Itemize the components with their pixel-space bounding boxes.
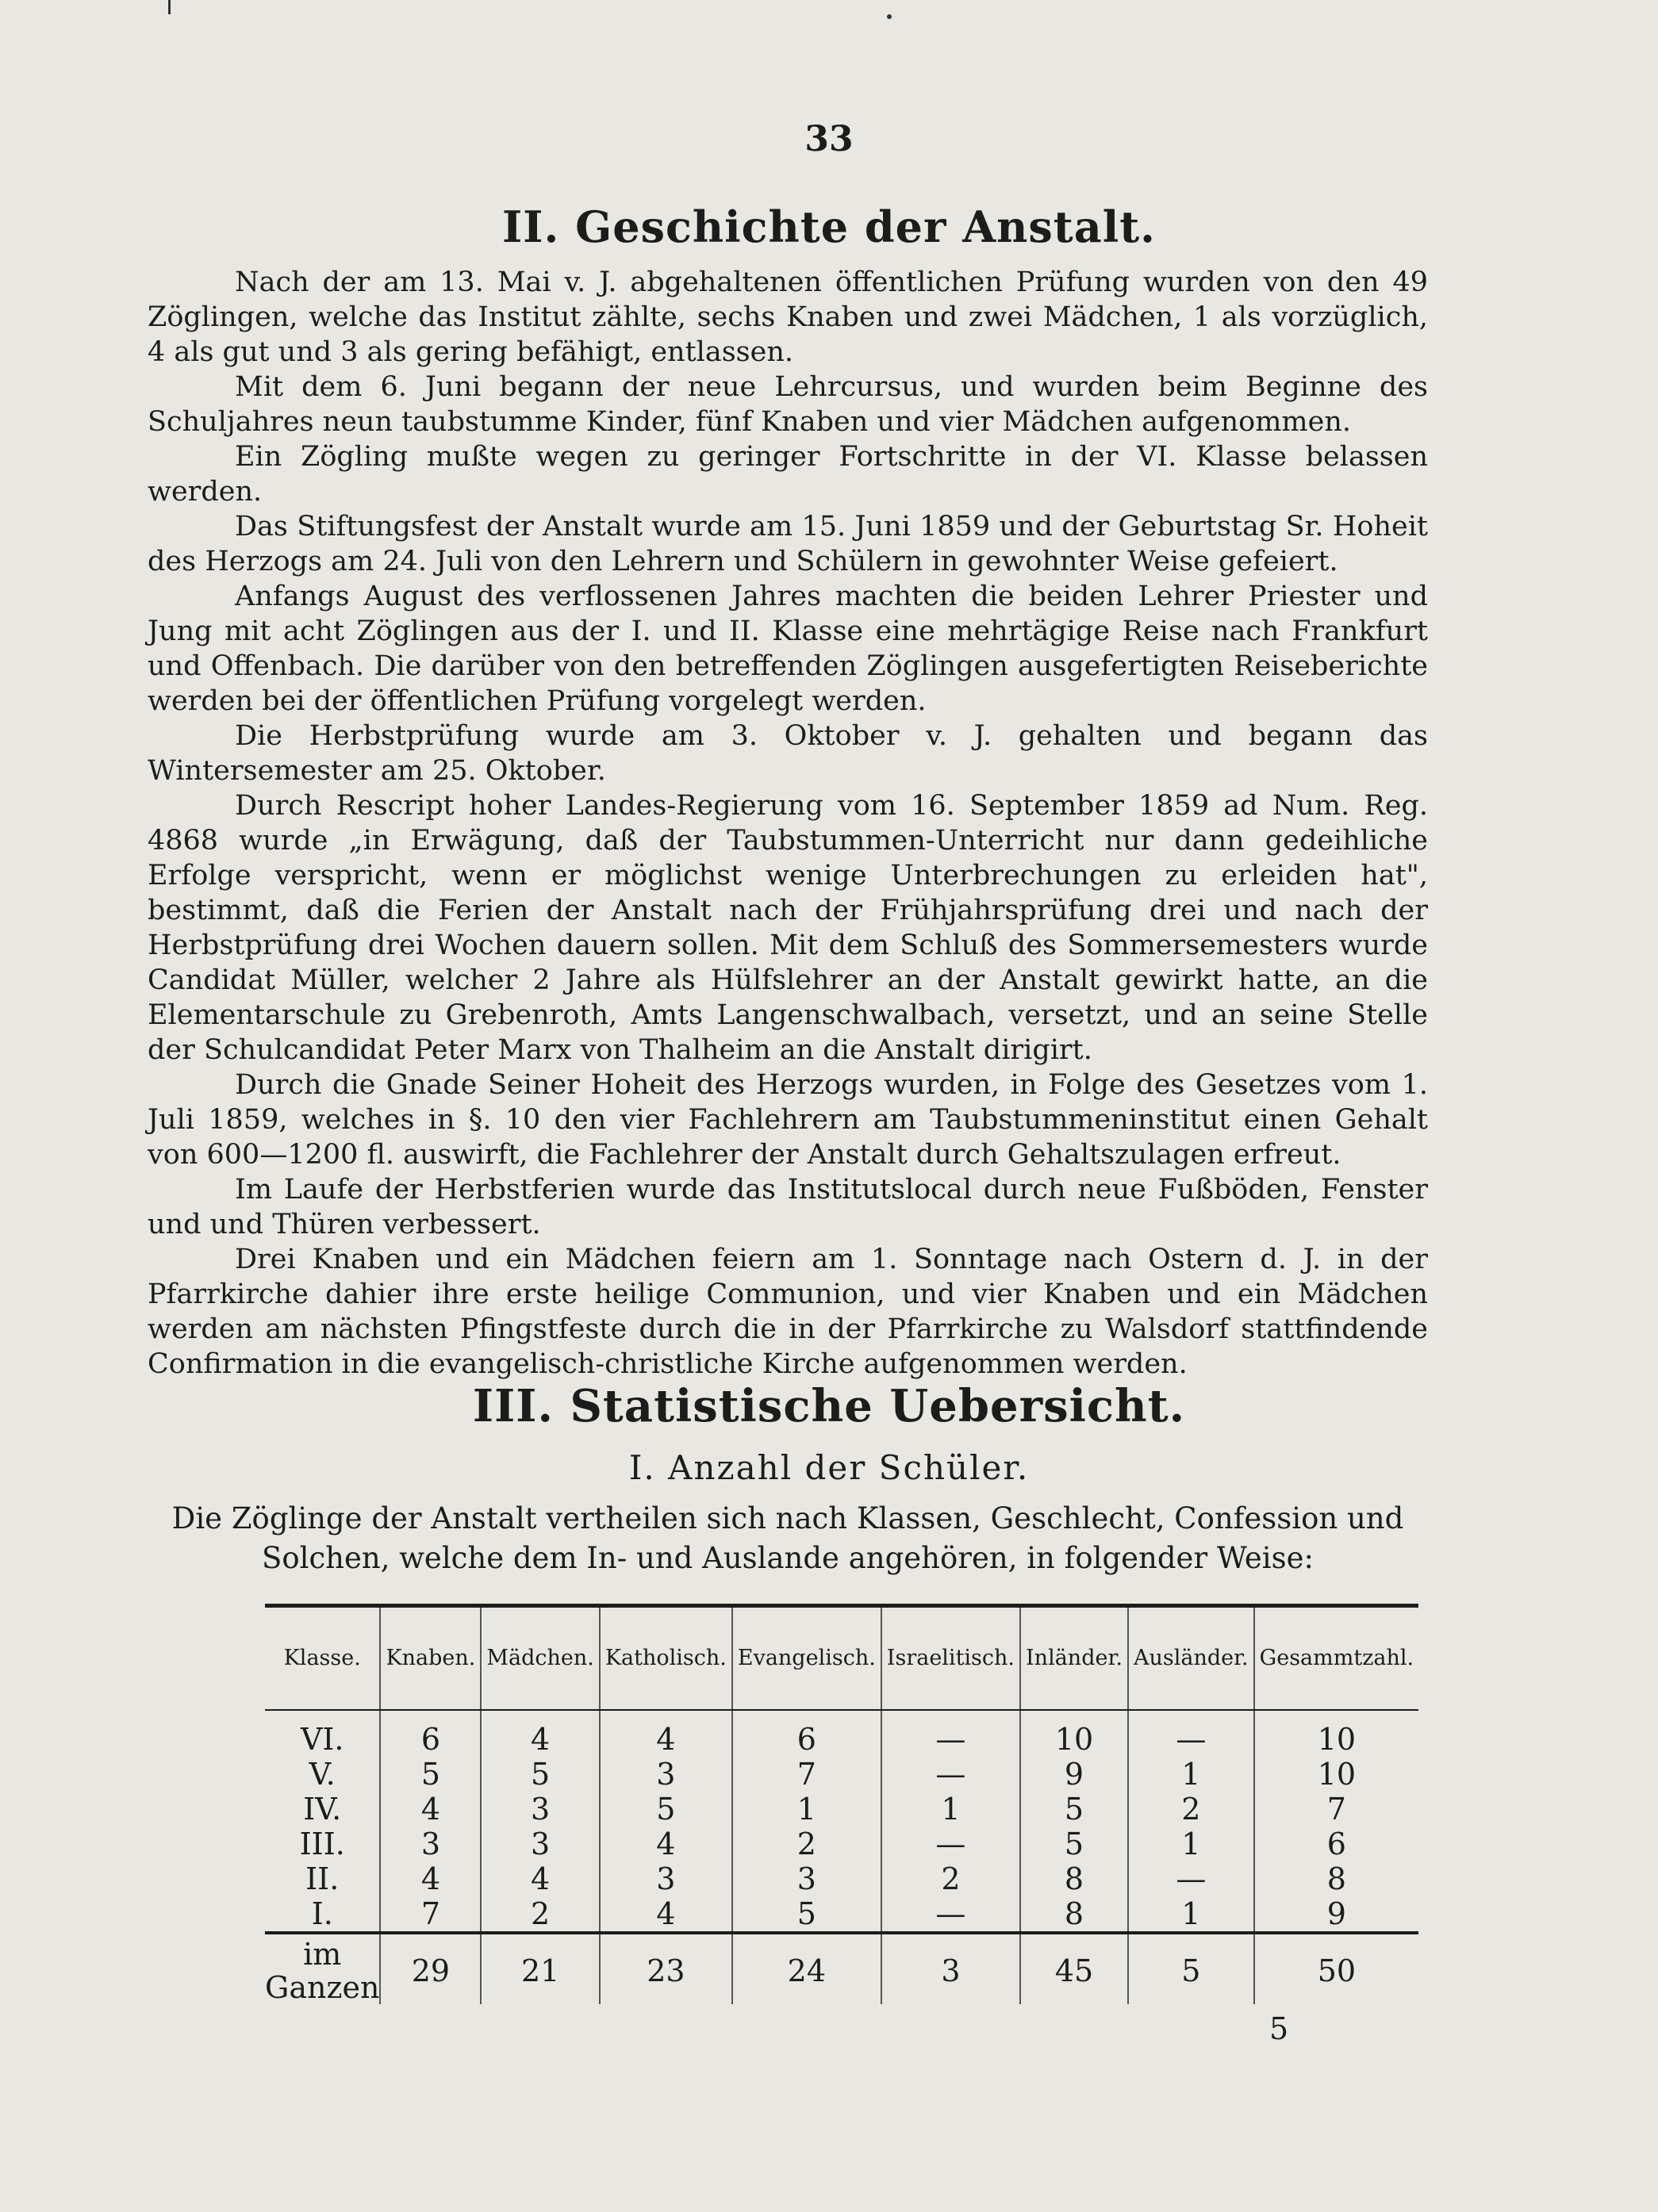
table-cell: 6 [380, 1710, 481, 1757]
column-header: Klasse. [265, 1606, 380, 1711]
column-header: Gesammtzahl. [1254, 1606, 1418, 1711]
column-header: Mädchen. [481, 1606, 600, 1711]
table-cell: 4 [600, 1896, 732, 1933]
section-title-history: II. Geschichte der Anstalt. [501, 201, 1156, 252]
table-cell: 10 [1020, 1710, 1128, 1757]
table-cell: 5 [732, 1896, 881, 1933]
table-cell: 4 [600, 1710, 732, 1757]
table-cell: 3 [380, 1827, 481, 1861]
table-cell: 4 [380, 1861, 481, 1896]
table-cell: 2 [481, 1896, 600, 1933]
table-cell: 21 [481, 1933, 600, 2004]
table-cell: III. [265, 1827, 380, 1861]
table-row [265, 1710, 1418, 1757]
table-row [265, 1896, 1418, 1933]
table-row [265, 1792, 1418, 1827]
table-cell: 1 [1128, 1827, 1254, 1861]
paragraph: Ein Zögling mußte wegen zu geringer Fortschritte in der VI. Klasse belassen werden. [148, 441, 1428, 508]
column-header: Evangelisch. [732, 1606, 881, 1711]
table-cell: 5 [1128, 1933, 1254, 2004]
table-cell: 2 [732, 1827, 881, 1861]
table-cell: 8 [1326, 1861, 1346, 1896]
table-cell: 7 [1326, 1792, 1346, 1827]
table-cell: — [881, 1896, 1020, 1933]
signature-mark: 5 [1269, 2011, 1289, 2046]
scan-mark [168, 0, 171, 14]
paragraph: Das Stiftungsfest der Anstalt wurde am 15. Juni 1859 und der Geburtstag Sr. Hoheit des Herzogs am 24. Juli von den Lehrern und Schülern in gewohnter Weise gefeiert. [148, 511, 1428, 577]
table-cell: 24 [732, 1933, 881, 2004]
table-intro: Die Zöglinge der Anstalt vertheilen sich nach Klassen, Geschlecht, Confession und Solchen, welche dem In- und Auslande angehören, in folgender Weise: [171, 1501, 1404, 1575]
history-text [148, 265, 1428, 1382]
column-header: Ausländer. [1128, 1606, 1254, 1711]
table-cell: 4 [380, 1792, 481, 1827]
table-cell: 5 [481, 1757, 600, 1792]
table-cell: 5 [380, 1757, 481, 1792]
table-cell: 10 [1317, 1757, 1357, 1792]
table-cell: im Ganzen [265, 1933, 380, 2004]
table-cell: VI. [265, 1710, 380, 1757]
table-cell: 8 [1020, 1861, 1128, 1896]
table-cell: 7 [380, 1896, 481, 1933]
table-cell: 5 [1020, 1827, 1128, 1861]
paragraph: Anfangs August des verflossenen Jahres machten die beiden Lehrer Priester und Jung mit acht Zöglingen aus der I. und II. Klasse eine mehrtägige Reise nach Frankfurt und Offenbach. Die darüber von den betreffenden Zöglingen ausgefertigten Reiseberichte werden bei der öffentlichen Prüfung vorgelegt werden. [148, 581, 1428, 717]
table-cell: — [1128, 1710, 1254, 1757]
paragraph: Drei Knaben und ein Mädchen feiern am 1. Sonntage nach Ostern d. J. in der Pfarrkirche dahier ihre erste heilige Communion, und vier Knaben und ein Mädchen werden am nächsten Pfingstfeste durch die in der Pfarrkirche zu Walsdorf stattfindende Confirmation in die evangelisch-christliche Kirche aufgenommen werden. [148, 1244, 1428, 1380]
paragraph: Nach der am 13. Mai v. J. abgehaltenen öffentlichen Prüfung wurden von den 49 Zöglingen, welche das Institut zählte, sechs Knaben und zwei Mädchen, 1 als vorzüglich, 4 als gut und 3 als gering befähigt, entlassen. [148, 266, 1428, 368]
table-cell: 3 [600, 1757, 732, 1792]
table-cell: — [881, 1710, 1020, 1757]
table-cell: I. [265, 1896, 380, 1933]
table-cell: 1 [732, 1792, 881, 1827]
table-cell: 45 [1020, 1933, 1128, 2004]
paragraph: Die Herbstprüfung wurde am 3. Oktober v. J. gehalten und begann das Wintersemester am 25. Oktober. [148, 720, 1428, 787]
table-cell: 5 [600, 1792, 732, 1827]
table-cell: 3 [481, 1792, 600, 1827]
table-cell: 4 [600, 1827, 732, 1861]
table-cell: 3 [481, 1827, 600, 1861]
column-header: Katholisch. [600, 1606, 732, 1711]
column-header: Inländer. [1020, 1606, 1128, 1711]
paragraph: Mit dem 6. Juni begann der neue Lehrcursus, und wurden beim Beginne des Schuljahres neun taubstumme Kinder, fünf Knaben und vier Mädchen aufgenommen. [148, 371, 1428, 438]
table-cell: 3 [732, 1861, 881, 1896]
table-cell: — [881, 1757, 1020, 1792]
section-title-statistics: III. Statistische Uebersicht. [472, 1380, 1186, 1432]
table-cell: 4 [481, 1861, 600, 1896]
table-cell: 3 [600, 1861, 732, 1896]
page-number: 33 [804, 119, 854, 159]
table-cell: 7 [732, 1757, 881, 1792]
student-statistics-table [265, 1604, 1418, 2004]
table-header-row [265, 1606, 1418, 1711]
table-cell: II. [265, 1861, 380, 1896]
table-cell: — [881, 1827, 1020, 1861]
scan-mark [887, 14, 892, 19]
table-cell: — [1128, 1861, 1254, 1896]
paragraph: Durch die Gnade Seiner Hoheit des Herzogs wurden, in Folge des Gesetzes vom 1. Juli 1859, welches in §. 10 den vier Fachlehrern am Taubstummeninstitut einen Gehalt von 600—1200 fl. auswirft, die Fachlehrer der Anstalt durch Gehaltszulagen erfreut. [148, 1069, 1428, 1171]
table-cell: 2 [881, 1861, 1020, 1896]
table-cell: 6 [732, 1710, 881, 1757]
table-cell: 23 [600, 1933, 732, 2004]
table-row [265, 1827, 1418, 1861]
table-cell: 8 [1020, 1896, 1128, 1933]
table-cell: 29 [380, 1933, 481, 2004]
table-cell: 4 [481, 1710, 600, 1757]
column-header: Knaben. [380, 1606, 481, 1711]
table-row [265, 1861, 1418, 1896]
table-cell: 1 [1128, 1757, 1254, 1792]
table-total-row [265, 1933, 1418, 2004]
table-cell: V. [265, 1757, 380, 1792]
column-header: Israelitisch. [881, 1606, 1020, 1711]
table-cell: 50 [1254, 1933, 1418, 2004]
table-cell: 6 [1326, 1827, 1346, 1861]
table-cell: 10 [1317, 1722, 1357, 1757]
table-cell: 5 [1020, 1792, 1128, 1827]
table-cell: 9 [1020, 1757, 1128, 1792]
paragraph: Im Laufe der Herbstferien wurde das Institutslocal durch neue Fußböden, Fenster und und Thüren verbessert. [148, 1174, 1428, 1240]
table-cell: 3 [881, 1933, 1020, 2004]
subsection-title: I. Anzahl der Schüler. [628, 1448, 1030, 1487]
table-cell: 1 [1128, 1896, 1254, 1933]
table-cell: 1 [881, 1792, 1020, 1827]
table-cell: 9 [1326, 1896, 1346, 1931]
paragraph: Durch Rescript hoher Landes-Regierung vom 16. September 1859 ad Num. Reg. 4868 wurde „in Erwägung, daß der Taubstummen-Unterricht nur dann gedeihliche Erfolge verspricht, wenn er möglichst wenige Unterbrechungen zu erleiden hat", bestimmt, daß die Ferien der Anstalt nach der Frühjahrsprüfung drei und nach der Herbstprüfung drei Wochen dauern sollen. Mit dem Schluß des Sommersemesters wurde Candidat Müller, welcher 2 Jahre als Hülfslehrer an der Anstalt gewirkt hatte, an die Elementarschule zu Grebenroth, Amts Langenschwalbach, versetzt, und an seine Stelle der Schulcandidat Peter Marx von Thalheim an die Anstalt dirigirt. [148, 790, 1428, 1066]
table-cell: IV. [265, 1792, 380, 1827]
table-row [265, 1757, 1418, 1792]
table-cell: 2 [1128, 1792, 1254, 1827]
